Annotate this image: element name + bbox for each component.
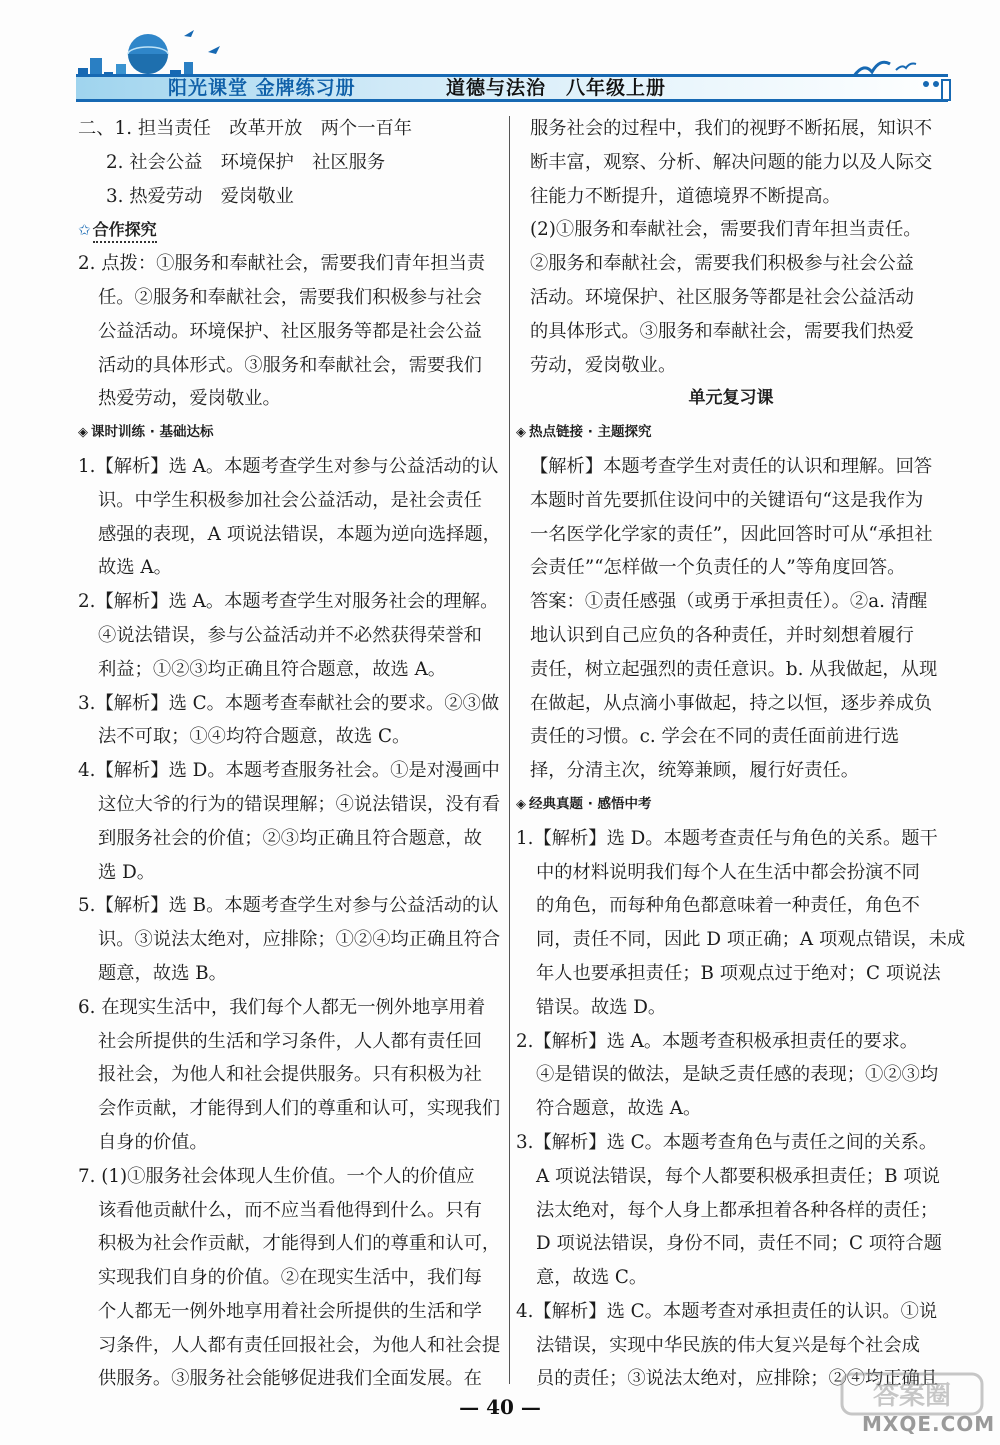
continued-line: 断丰富，观察、分析、解决问题的能力以及人际交 [530, 151, 933, 173]
answer-line: 2.【解析】选 A。本题考查学生对服务社会的理解。 [78, 591, 499, 613]
answer-line: 故选 A。 [98, 557, 172, 579]
answer-line: 法不可取；①④均符合题意，故选 C。 [98, 726, 411, 748]
answer-line: 7. (1)①服务社会体现人生价值。一个人的价值应 [78, 1165, 475, 1187]
answer-line: 报社会，为他人和社会提供服务。只有积极为社 [98, 1064, 482, 1086]
answer-line: 错误。故选 D。 [536, 996, 667, 1018]
answer-line: 1.【解析】选 D。本题考查责任与角色的关系。题干 [516, 827, 938, 849]
continued-line: ②服务和奉献社会，需要我们积极参与社会公益 [530, 253, 914, 275]
series-title: 阳光课堂 金牌练习册 [168, 77, 356, 99]
coop-line: 活动的具体形式。③服务和奉献社会，需要我们 [98, 354, 482, 376]
training-heading: ◈ 课时训练 · 基础达标 [78, 424, 214, 441]
header-end-dots-icon [920, 76, 952, 102]
answer-line: 识。③说法太绝对，应排除；①②④均正确且符合 [98, 929, 501, 951]
coop-line: 2. 点拨：①服务和奉献社会，需要我们青年担当责 [78, 253, 486, 275]
continued-line: 活动。环境保护、社区服务等都是社会公益活动 [530, 286, 914, 308]
hot-line: 一名医学化学家的责任”，因此回答时可从“承担社 [530, 523, 933, 545]
section2-line: 二、1. 担当责任 改革开放 两个一百年 [78, 118, 413, 139]
answer-line: 利益；①②③均正确且符合题意，故选 A。 [98, 658, 447, 680]
coop-line: 公益活动。环境保护、社区服务等都是社会公益 [98, 320, 482, 342]
answer-line: 题意，故选 B。 [98, 962, 227, 984]
continued-line: (2)①服务和奉献社会，需要我们青年担当责任。 [530, 219, 922, 241]
answer-line: 会作贡献，才能得到人们的尊重和认可，实现我们 [98, 1098, 501, 1120]
answer-line: 年人也要承担责任；B 项观点过于绝对；C 项说法 [536, 962, 941, 984]
subject-title: 道德与法治 八年级上册 [446, 77, 667, 99]
hot-line: 本题时首先要抓住设问中的关键语句“这是我作为 [530, 489, 924, 511]
answer-line: 4.【解析】选 C。本题考查对承担责任的认识。①说 [516, 1300, 938, 1322]
hot-line: 会责任”“怎样做一个负责任的人”等角度回答。 [530, 557, 906, 579]
continued-line: 劳动，爱岗敬业。 [530, 354, 677, 376]
answer-line: 感强的表现，A 项说法错误，本题为逆向选择题， [98, 523, 501, 545]
diamond-bullet-icon: ◈ [516, 796, 526, 812]
hot-line: 地认识到自己应负的各种责任，并时刻想着履行 [530, 624, 914, 646]
answer-line: 积极为社会作贡献，才能得到人们的尊重和认可， [98, 1233, 501, 1255]
continued-line: 服务社会的过程中，我们的视野不断拓展，知识不 [530, 118, 933, 139]
column-divider [509, 116, 510, 1384]
page-header [0, 0, 1000, 110]
answer-line: 中的材料说明我们每个人在生活中都会扮演不同 [536, 861, 920, 883]
diamond-bullet-icon: ◈ [516, 425, 526, 441]
section2-line: 2. 社会公益 环境保护 社区服务 [106, 151, 386, 173]
answer-line: 选 D。 [98, 861, 156, 883]
answer-line: 3.【解析】选 C。本题考查奉献社会的要求。②③做 [78, 692, 500, 714]
page-number: — 40 — [459, 1395, 541, 1419]
watermark-text: 答案圈 [872, 1381, 952, 1411]
birds-icon [850, 54, 920, 82]
hot-line: 责任的习惯。c. 学会在不同的责任面前进行选 [530, 726, 900, 748]
watermark-url: MXQE.COM [862, 1412, 996, 1436]
unit-review-title: 单元复习课 [688, 388, 774, 409]
coop-line: 任。②服务和奉献社会，需要我们积极参与社会 [98, 286, 482, 308]
answer-line: 该看他贡献什么，而不应当看他得到什么。只有 [98, 1199, 482, 1221]
continued-line: 往能力不断提升，道德境界不断提高。 [530, 185, 841, 207]
answer-line: A 项说法错误，每个人都要积极承担责任；B 项说 [536, 1165, 940, 1187]
answer-line: 识。中学生积极参加社会公益活动，是社会责任 [98, 489, 482, 511]
answer-line: 到服务社会的价值；②③均正确且符合题意，故 [98, 827, 482, 849]
section2-line: 3. 热爱劳动 爱岗敬业 [106, 185, 294, 207]
coop-explore-heading: ✩ 合作探究 [78, 213, 504, 247]
answer-line: 符合题意，故选 A。 [536, 1098, 702, 1120]
answer-line: 员的责任；③说法太绝对，应排除；②④均正确且 [536, 1368, 939, 1390]
answer-line: 法错误，实现中华民族的伟大复兴是每个社会成 [536, 1334, 920, 1356]
hot-line: 答案：①责任感强（或勇于承担责任）。②a. 清醒 [530, 591, 928, 613]
hot-line: 择，分清主次，统筹兼顾，履行好责任。 [530, 760, 860, 782]
answer-line: 3.【解析】选 C。本题考查角色与责任之间的关系。 [516, 1131, 938, 1153]
diamond-bullet-icon: ◈ [78, 425, 88, 441]
answer-line: 4.【解析】选 D。本题考查服务社会。①是对漫画中 [78, 760, 500, 782]
answer-line: 法太绝对，每个人身上都承担着各种各样的责任； [536, 1199, 939, 1221]
answer-line: 1.【解析】选 A。本题考查学生对参与公益活动的认 [78, 455, 499, 477]
answer-line: 同，责任不同，因此 D 项正确；A 项观点错误，未成 [536, 929, 966, 951]
answer-line: 实现我们自身的价值。②在现实生活中，我们每 [98, 1267, 482, 1289]
answer-line: 意，故选 C。 [536, 1267, 648, 1289]
answer-line: 社会所提供的生活和学习条件，人人都有责任回 [98, 1030, 482, 1052]
answer-line: 的角色，而每种角色都意味着一种责任，角色不 [536, 895, 920, 917]
answer-line: 5.【解析】选 B。本题考查学生对参与公益活动的认 [78, 895, 499, 917]
answer-line: 6. 在现实生活中，我们每个人都无一例外地享用着 [78, 996, 486, 1018]
answer-line: D 项说法错误，身份不同，责任不同；C 项符合题 [536, 1233, 942, 1255]
answer-line: 这位大爷的行为的错误理解；④说法错误，没有看 [98, 793, 501, 815]
answer-line: 自身的价值。 [98, 1131, 208, 1153]
answer-line: ④说法错误，参与公益活动并不必然获得荣誉和 [98, 624, 482, 646]
answer-line: 习条件，人人都有责任回报社会，为他人和社会提 [98, 1334, 501, 1356]
hot-line: 【解析】本题考查学生对责任的认识和理解。回答 [530, 455, 933, 477]
exam-heading: ◈ 经典真题 · 感悟中考 [516, 795, 652, 812]
hot-topic-heading: ◈ 热点链接 · 主题探究 [516, 424, 652, 441]
answer-line: ④是错误的做法，是缺乏责任感的表现；①②③均 [536, 1064, 939, 1086]
coop-line: 热爱劳动，爱岗敬业。 [98, 388, 281, 410]
star-icon: ✩ [78, 221, 91, 240]
hot-line: 责任，树立起强烈的责任意识。b. 从我做起，从现 [530, 658, 938, 680]
left-column [78, 112, 504, 1396]
hot-line: 在做起，从点滴小事做起，持之以恒，逐步养成负 [530, 692, 933, 714]
answer-line: 2.【解析】选 A。本题考查积极承担责任的要求。 [516, 1030, 919, 1052]
continued-line: 的具体形式。③服务和奉献社会，需要我们热爱 [530, 320, 914, 342]
answer-line: 供服务。③服务社会能够促进我们全面发展。在 [98, 1368, 482, 1390]
answer-line: 个人都无一例外地享用着社会所提供的生活和学 [98, 1300, 482, 1322]
